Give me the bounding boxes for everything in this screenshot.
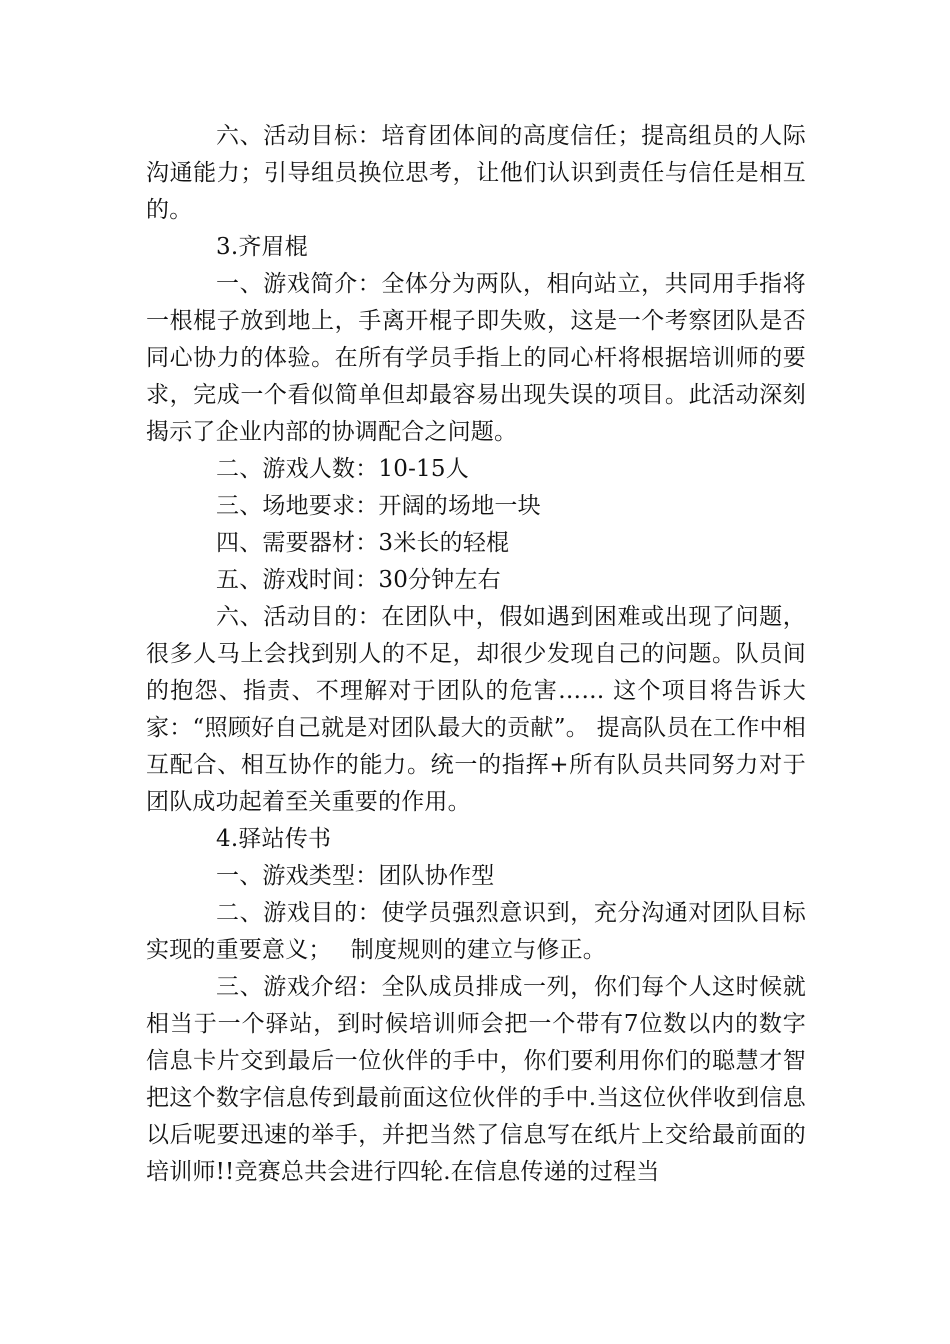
paragraph-activity-purpose: 六、活动目的：在团队中，假如遇到困难或出现了问题，很多人马上会找到别人的不足，却很少发现自己的问题。队员间的抱怨、指责、不理解对于团队的危害…… 这个项目将告诉大家：“照顾好自己就是对团队最大的贡献”。 提高队员在工作中相互配合、相互协作的能力。统一的指挥+所有队员共同努力对于团队成功起着至关重要的作用。 <box>146 604 806 815</box>
paragraph-equipment: 四、需要器材：3米长的轻棍 <box>216 530 510 556</box>
paragraph-game-description: 三、游戏介绍：全队成员排成一列，你们每个人这时候就相当于一个驿站，到时候培训师会把一个带有7位数以内的数字信息卡片交到最后一位伙伴的手中，你们要利用你们的聪慧才智把这个数字信息传到最前面这位伙伴的手中.当这位伙伴收到信息以后呢要迅速的举手，并把当然了信息写在纸片上交给最前面的培训师!!竞赛总共会进行四轮.在信息传递的过程当 <box>146 974 806 1185</box>
paragraph-game-intro: 一、游戏简介：全体分为两队，相向站立，共同用手指将一根棍子放到地上，手离开棍子即失败，这是一个考察团队是否同心协力的体验。在所有学员手指上的同心杆将根据培训师的要求，完成一个看似简单但却最容易出现失误的项目。此活动深刻揭示了企业内部的协调配合之问题。 <box>146 271 806 445</box>
document-body <box>146 118 806 1191</box>
paragraph-player-count: 二、游戏人数：10-15人 <box>216 456 469 482</box>
paragraph-activity-goal: 六、活动目标：培育团体间的高度信任；提高组员的人际沟通能力；引导组员换位思考，让他们认识到责任与信任是相互的。 <box>146 123 806 223</box>
section-heading-qimeigun: 3.齐眉棍 <box>216 234 308 260</box>
paragraph-venue: 三、场地要求：开阔的场地一块 <box>216 493 541 519</box>
paragraph-duration: 五、游戏时间：30分钟左右 <box>216 567 501 593</box>
paragraph-game-type: 一、游戏类型：团队协作型 <box>216 863 495 889</box>
paragraph-game-purpose: 二、游戏目的：使学员强烈意识到，充分沟通对团队目标实现的重要意义； 制度规则的建立与修正。 <box>146 900 806 963</box>
section-heading-yizhan: 4.驿站传书 <box>216 826 332 852</box>
